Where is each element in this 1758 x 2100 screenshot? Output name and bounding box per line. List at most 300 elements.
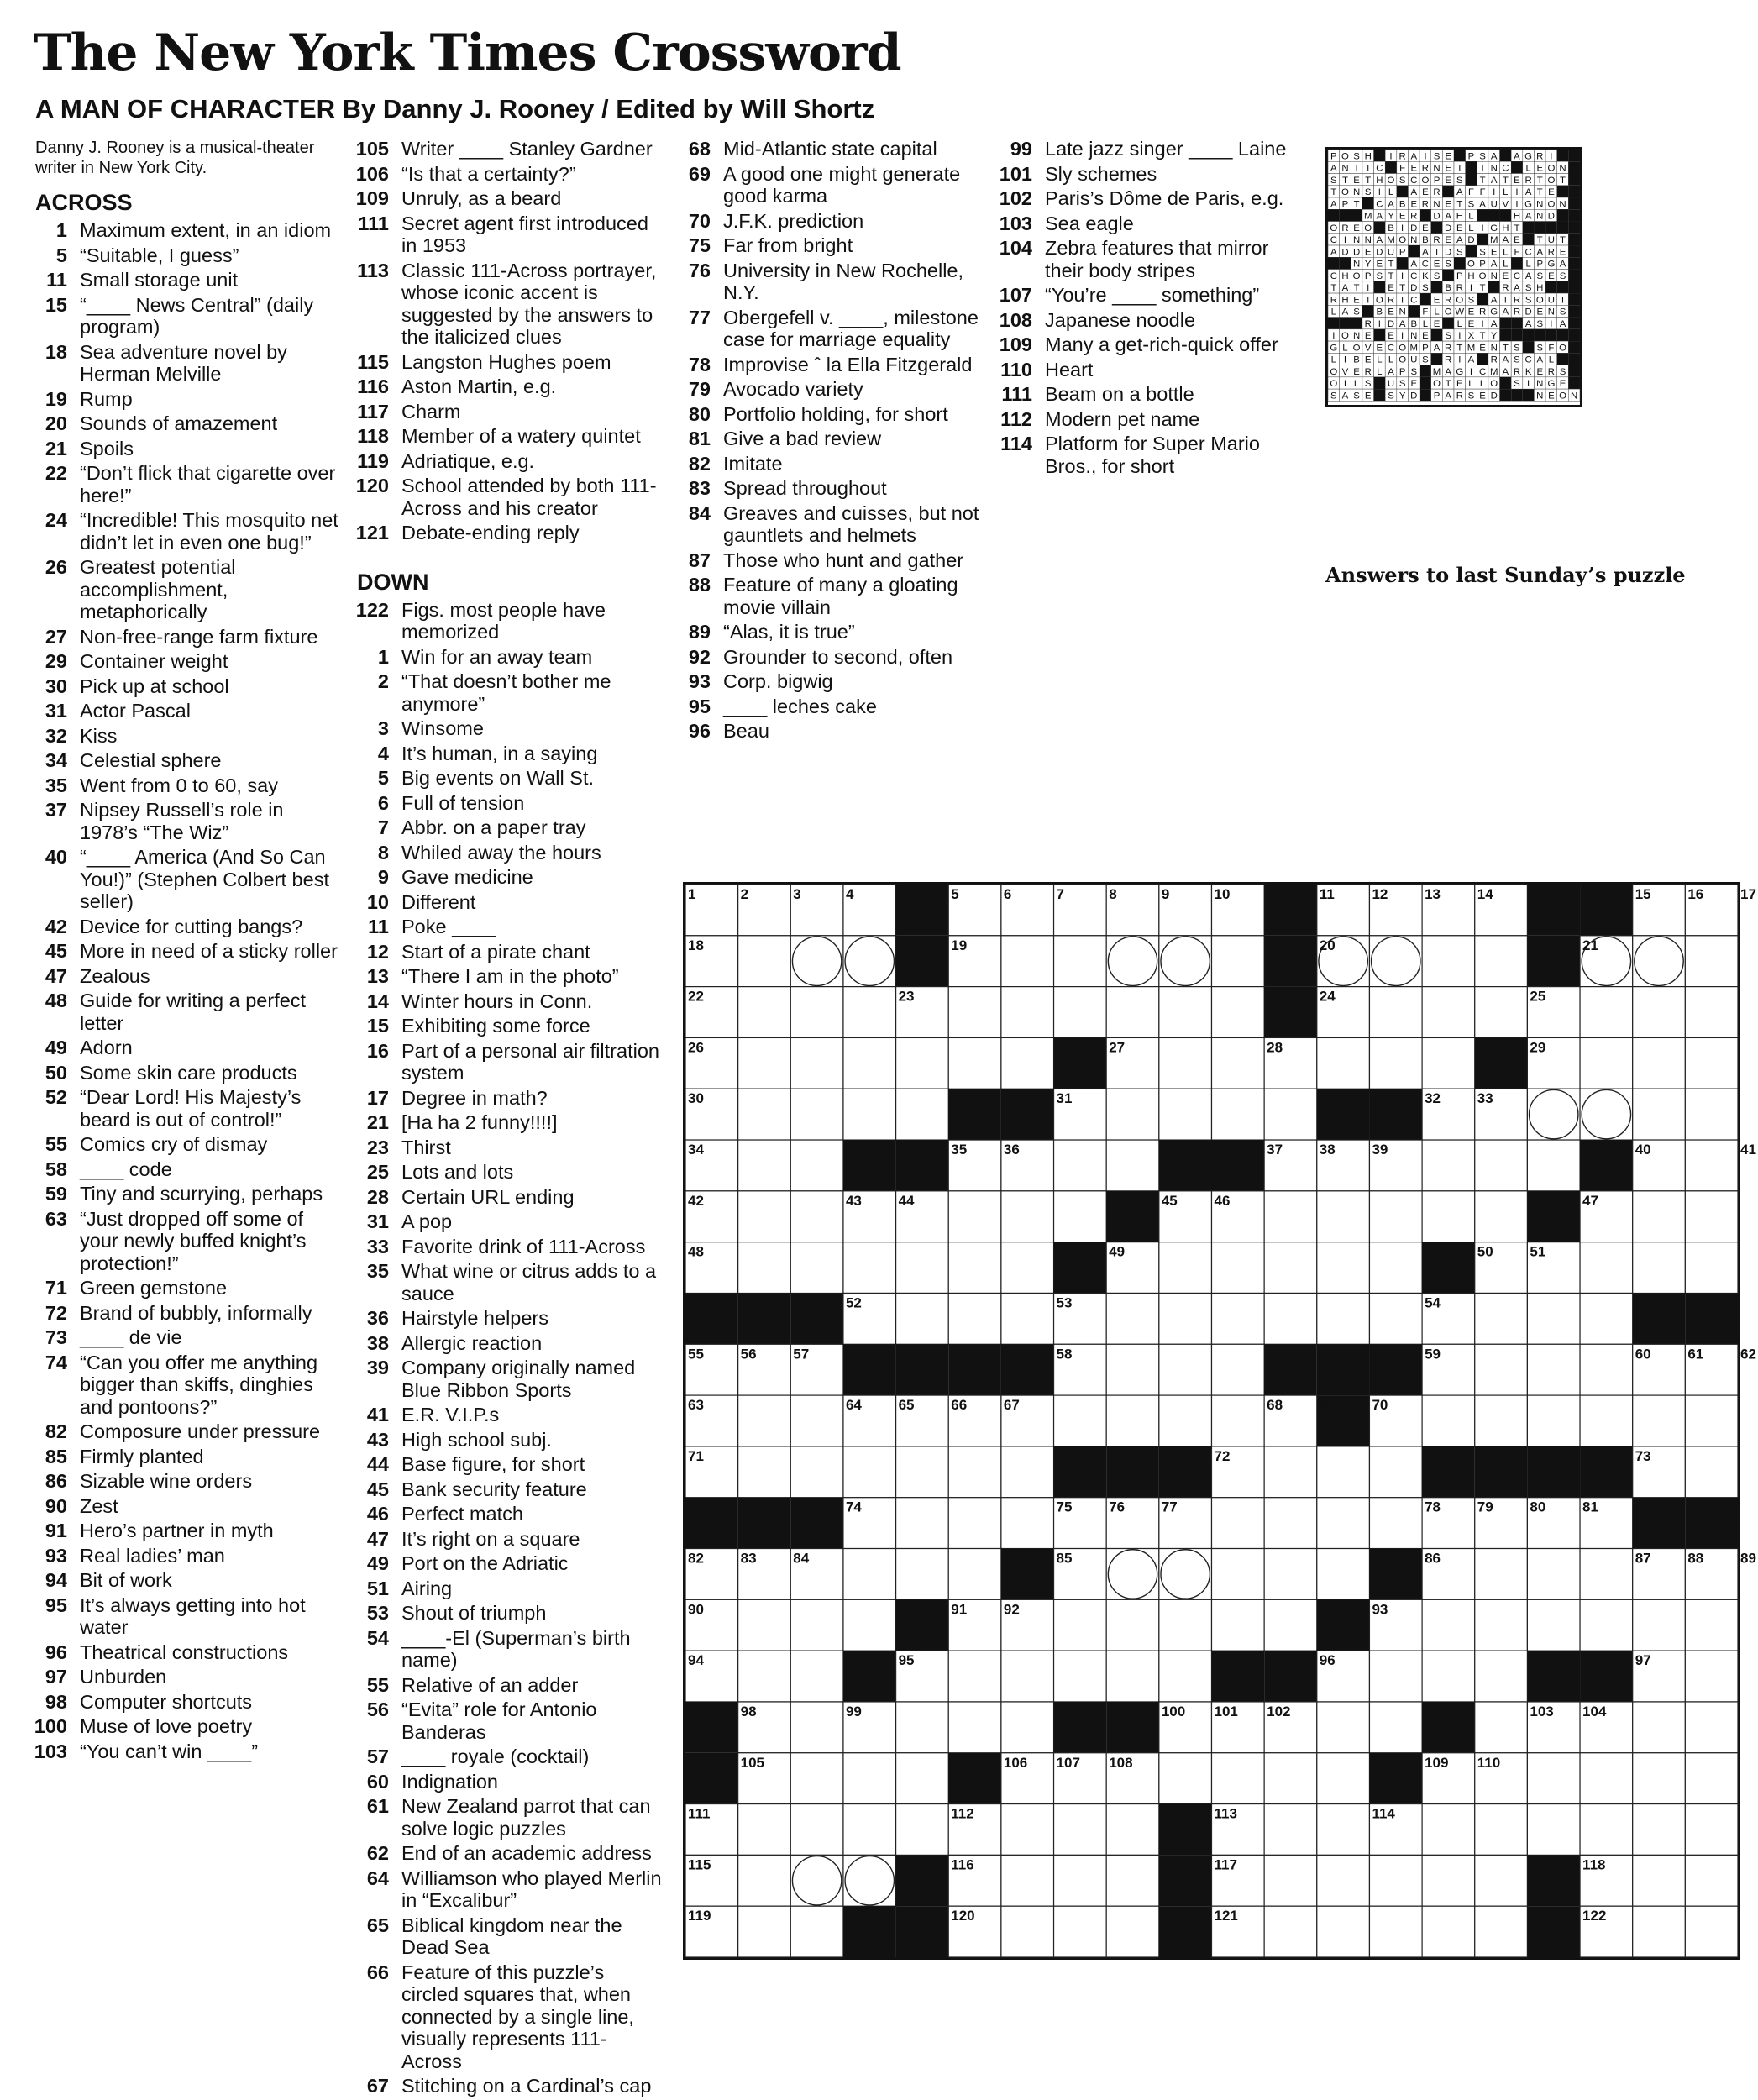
grid-cell[interactable] (896, 1804, 949, 1856)
grid-cell[interactable] (1685, 1855, 1738, 1906)
grid-cell[interactable] (1317, 1242, 1370, 1294)
grid-cell[interactable] (1475, 1395, 1528, 1446)
grid-cell[interactable] (1527, 1549, 1580, 1600)
grid-cell[interactable] (1264, 1804, 1317, 1856)
grid-cell[interactable] (1001, 1037, 1054, 1089)
grid-cell[interactable] (1212, 1599, 1265, 1651)
grid-cell[interactable] (1369, 1037, 1422, 1089)
grid-cell[interactable] (1633, 1395, 1686, 1446)
grid-cell[interactable] (1685, 1702, 1738, 1753)
clue-text: Actor Pascal (80, 700, 191, 722)
grid-cell[interactable] (1054, 1599, 1107, 1651)
grid-cell[interactable] (1369, 1651, 1422, 1702)
grid-cell[interactable] (1685, 1651, 1738, 1702)
grid-cell[interactable] (1369, 1293, 1422, 1344)
grid-cell[interactable] (790, 1191, 843, 1242)
cell-number: 62 (1740, 1346, 1756, 1362)
grid-cell[interactable] (1159, 1242, 1212, 1294)
grid-cell[interactable] (1369, 987, 1422, 1038)
grid-cell[interactable] (1633, 1242, 1686, 1294)
grid-cell[interactable] (1475, 1140, 1528, 1191)
grid-cell[interactable] (1317, 1549, 1370, 1600)
grid-cell[interactable] (1054, 1804, 1107, 1856)
grid-cell[interactable] (1369, 1446, 1422, 1498)
grid-cell[interactable] (1054, 1651, 1107, 1702)
grid-cell[interactable] (1317, 1753, 1370, 1804)
grid-cell[interactable] (1001, 936, 1054, 987)
grid-cell[interactable] (1106, 1599, 1159, 1651)
answer-letter: R (1513, 295, 1521, 306)
grid-cell[interactable] (1527, 1395, 1580, 1446)
grid-cell[interactable] (1106, 1549, 1159, 1600)
answer-letter: K (1422, 270, 1429, 281)
grid-cell[interactable] (790, 1906, 843, 1957)
grid-cell[interactable] (738, 1599, 791, 1651)
grid-cell[interactable] (1264, 1753, 1317, 1804)
cell-number: 73 (1635, 1447, 1651, 1464)
grid-cell[interactable] (1317, 1293, 1370, 1344)
grid-cell[interactable] (1633, 987, 1686, 1038)
clue-text: Zealous (80, 964, 150, 987)
grid-cell[interactable] (1106, 1906, 1159, 1957)
grid-cell[interactable] (1580, 1089, 1633, 1140)
grid-cell[interactable] (843, 1804, 896, 1856)
grid-cell[interactable] (948, 1549, 1001, 1600)
clue-item (677, 428, 988, 450)
grid-cell[interactable] (1264, 1446, 1317, 1498)
grid-cell[interactable] (738, 1191, 791, 1242)
answer-letter: A (1479, 199, 1486, 210)
grid-cell[interactable] (1106, 1140, 1159, 1191)
grid-cell[interactable] (1422, 1804, 1475, 1856)
grid-cell[interactable] (948, 987, 1001, 1038)
answer-letter: I (1343, 354, 1347, 365)
grid-cell[interactable] (948, 1191, 1001, 1242)
grid-cell[interactable] (1159, 1089, 1212, 1140)
grid-cell[interactable] (738, 1140, 791, 1191)
answer-letter: I (1550, 151, 1553, 162)
answer-block (1477, 209, 1488, 221)
grid-cell[interactable] (1001, 1855, 1054, 1906)
grid-cell[interactable] (738, 1906, 791, 1957)
answer-letter: N (1352, 259, 1361, 270)
answer-letter: P (1456, 270, 1463, 281)
grid-cell[interactable] (738, 1037, 791, 1089)
answer-block (1568, 174, 1580, 186)
grid-cell[interactable] (1001, 1293, 1054, 1344)
clue-number: 9 (377, 866, 389, 888)
grid-cell[interactable] (948, 1651, 1001, 1702)
grid-cell[interactable] (1475, 1549, 1528, 1600)
grid-cell[interactable] (1685, 1395, 1738, 1446)
grid-cell[interactable] (1317, 1855, 1370, 1906)
grid-cell[interactable] (1422, 1651, 1475, 1702)
grid-cell[interactable] (1054, 1906, 1107, 1957)
grid-cell[interactable] (1054, 1395, 1107, 1446)
grid-cell[interactable] (1685, 987, 1738, 1038)
grid-cell[interactable] (790, 1599, 843, 1651)
grid-cell[interactable] (1633, 1855, 1686, 1906)
grid-cell[interactable] (1422, 1395, 1475, 1446)
grid-cell[interactable] (790, 936, 843, 987)
grid-cell[interactable] (1264, 1906, 1317, 1957)
grid-cell[interactable] (948, 1242, 1001, 1294)
grid-cell[interactable] (1159, 1549, 1212, 1600)
answer-letter: U (1547, 295, 1556, 306)
grid-cell[interactable] (1685, 1906, 1738, 1957)
answer-letter: O (1352, 270, 1361, 281)
grid-cell[interactable] (1685, 1804, 1738, 1856)
grid-cell[interactable] (738, 1855, 791, 1906)
grid-cell[interactable] (790, 1037, 843, 1089)
grid-cell[interactable] (1369, 1702, 1422, 1753)
clue-item (355, 1552, 666, 1575)
grid-cell[interactable] (1475, 1906, 1528, 1957)
grid-cell[interactable] (790, 1140, 843, 1191)
grid-cell[interactable] (1580, 1395, 1633, 1446)
grid-cell[interactable] (1106, 987, 1159, 1038)
grid-cell[interactable] (1264, 1498, 1317, 1549)
grid-cell[interactable] (896, 1446, 949, 1498)
grid-cell[interactable] (1054, 987, 1107, 1038)
answer-block (1568, 329, 1580, 341)
grid-cell[interactable] (738, 1446, 791, 1498)
grid-cell[interactable] (896, 1753, 949, 1804)
answer-letter: Y (1399, 391, 1406, 402)
grid-cell[interactable] (948, 1293, 1001, 1344)
clue-number: 59 (45, 1183, 67, 1205)
grid-cell[interactable] (1264, 1855, 1317, 1906)
grid-cell[interactable] (1422, 1037, 1475, 1089)
grid-cell[interactable] (1475, 936, 1528, 987)
grid-cell[interactable] (1633, 1804, 1686, 1856)
grid-cell[interactable] (1159, 1599, 1212, 1651)
grid-cell[interactable] (1527, 1089, 1580, 1140)
answer-letter: U (1410, 354, 1418, 365)
grid-cell[interactable] (843, 1549, 896, 1600)
grid-cell[interactable] (1159, 1753, 1212, 1804)
answer-letter: O (1330, 223, 1338, 234)
answer-letter: O (1341, 151, 1349, 162)
grid-cell[interactable] (843, 1242, 896, 1294)
grid-cell[interactable] (790, 1651, 843, 1702)
clue-number: 20 (45, 412, 67, 434)
grid-cell[interactable] (1001, 1446, 1054, 1498)
grid-cell[interactable] (1106, 1395, 1159, 1446)
grid-cell[interactable] (738, 936, 791, 987)
grid-cell[interactable] (1580, 1599, 1633, 1651)
grid-cell[interactable] (1106, 1855, 1159, 1906)
grid-cell[interactable] (1633, 1906, 1686, 1957)
grid-cell[interactable] (1264, 1089, 1317, 1140)
grid-cell[interactable] (1159, 1651, 1212, 1702)
grid-cell[interactable] (1580, 1804, 1633, 1856)
grid-cell[interactable] (948, 1446, 1001, 1498)
grid-cell[interactable] (1212, 1293, 1265, 1344)
grid-cell[interactable] (790, 1702, 843, 1753)
grid-cell[interactable] (1527, 1344, 1580, 1395)
answer-letter: P (1433, 175, 1441, 186)
grid-cell[interactable] (1317, 1804, 1370, 1856)
grid-cell[interactable] (1106, 936, 1159, 987)
grid-cell[interactable] (1422, 987, 1475, 1038)
grid-cell[interactable] (1317, 1906, 1370, 1957)
grid-cell[interactable] (843, 1753, 896, 1804)
answer-letter: W (1455, 307, 1465, 318)
grid-cell[interactable] (1106, 1344, 1159, 1395)
grid-cell[interactable] (1475, 1344, 1528, 1395)
grid-cell[interactable] (1475, 987, 1528, 1038)
grid-cell[interactable] (1422, 1906, 1475, 1957)
answer-letter: E (1559, 379, 1566, 390)
grid-cell[interactable] (1212, 936, 1265, 987)
clue-number: 113 (357, 259, 389, 281)
grid-cell[interactable] (1054, 936, 1107, 987)
grid-cell[interactable] (738, 987, 791, 1038)
grid-cell[interactable] (1580, 1037, 1633, 1089)
grid-cell[interactable] (1212, 1344, 1265, 1395)
grid-cell[interactable] (1317, 1037, 1370, 1089)
grid-cell[interactable] (1159, 1037, 1212, 1089)
answer-letter: D (1376, 247, 1383, 258)
grid-cell[interactable] (1001, 1702, 1054, 1753)
grid-cell[interactable] (1317, 1191, 1370, 1242)
cell-number: 112 (951, 1805, 974, 1822)
grid-cell[interactable] (1685, 1191, 1738, 1242)
answer-letter: E (1467, 307, 1475, 318)
grid-cell[interactable] (896, 1037, 949, 1089)
answer-letter: D (1433, 211, 1441, 222)
grid-cell[interactable] (1264, 1599, 1317, 1651)
clue-item (34, 219, 344, 242)
grid-cell[interactable] (1369, 936, 1422, 987)
grid-cell[interactable] (1580, 1549, 1633, 1600)
grid-cell[interactable] (790, 1089, 843, 1140)
answer-letter: C (1410, 295, 1418, 306)
grid-cell[interactable] (948, 1498, 1001, 1549)
grid-cell[interactable] (738, 1804, 791, 1856)
grid-cell[interactable] (738, 1089, 791, 1140)
clue-text: Classic 111-Across portrayer, whose iconic accent is suggested by the answers to the italicized clues (401, 259, 657, 348)
grid-cell[interactable] (1264, 1191, 1317, 1242)
grid-cell[interactable] (1159, 1293, 1212, 1344)
grid-cell[interactable] (1527, 1804, 1580, 1856)
black-square (1159, 1140, 1212, 1191)
grid-cell[interactable] (1685, 1140, 1738, 1191)
grid-cell[interactable] (1001, 1498, 1054, 1549)
grid-cell[interactable] (738, 1651, 791, 1702)
answer-block (1397, 186, 1409, 197)
answer-letter: D (1410, 223, 1418, 234)
grid-cell[interactable] (843, 1089, 896, 1140)
grid-cell[interactable] (1054, 1855, 1107, 1906)
clue-text: Whiled away the hours (401, 841, 601, 864)
grid-cell[interactable] (896, 1498, 949, 1549)
grid-cell[interactable] (790, 1753, 843, 1804)
answer-letter: N (1490, 270, 1498, 281)
grid-cell[interactable] (843, 1599, 896, 1651)
grid-cell[interactable] (1527, 1753, 1580, 1804)
grid-cell[interactable] (1633, 1702, 1686, 1753)
grid-cell[interactable] (1054, 1140, 1107, 1191)
grid-cell[interactable] (1212, 987, 1265, 1038)
cell-number: 81 (1582, 1499, 1598, 1515)
grid-cell[interactable] (1317, 1702, 1370, 1753)
answer-letter: I (1401, 270, 1404, 281)
grid-cell[interactable] (1685, 1242, 1738, 1294)
grid-cell[interactable] (896, 1293, 949, 1344)
answer-letter: P (1467, 151, 1475, 162)
grid-cell[interactable] (1106, 1651, 1159, 1702)
grid-cell[interactable] (1685, 936, 1738, 987)
answer-letter: E (1445, 151, 1451, 162)
grid-cell[interactable] (790, 1242, 843, 1294)
grid-cell[interactable] (1685, 1089, 1738, 1140)
black-square (738, 1293, 791, 1344)
grid-cell[interactable] (1106, 1804, 1159, 1856)
clue-item (34, 1133, 344, 1156)
grid-cell[interactable] (1212, 1498, 1265, 1549)
grid-cell[interactable] (1264, 1549, 1317, 1600)
grid-cell[interactable] (790, 1804, 843, 1856)
clue-number: 80 (688, 402, 711, 425)
grid-cell[interactable] (1369, 1855, 1422, 1906)
grid-cell[interactable] (948, 1037, 1001, 1089)
grid-cell[interactable] (1475, 1293, 1528, 1344)
grid-cell[interactable] (1106, 1089, 1159, 1140)
grid-cell[interactable] (1422, 1191, 1475, 1242)
grid-cell[interactable] (1212, 1037, 1265, 1089)
grid-cell[interactable] (1264, 1293, 1317, 1344)
grid-cell[interactable] (1369, 1906, 1422, 1957)
grid-cell[interactable] (1685, 1599, 1738, 1651)
grid-cell[interactable] (1527, 1599, 1580, 1651)
grid-cell[interactable] (1159, 936, 1212, 987)
cell-number: 26 (688, 1039, 704, 1056)
grid-cell[interactable] (896, 1702, 949, 1753)
grid-cell[interactable] (1422, 1140, 1475, 1191)
grid-cell[interactable] (896, 1242, 949, 1294)
answer-block (1408, 245, 1420, 257)
grid-cell[interactable] (1369, 1191, 1422, 1242)
grid-cell[interactable] (843, 1446, 896, 1498)
grid-cell[interactable] (1475, 1599, 1528, 1651)
grid-cell[interactable] (1475, 1804, 1528, 1856)
answer-letter: F (1548, 343, 1555, 354)
grid-cell[interactable] (1212, 1242, 1265, 1294)
grid-cell[interactable] (1633, 1191, 1686, 1242)
grid-cell[interactable] (1475, 1651, 1528, 1702)
grid-cell[interactable] (1054, 1191, 1107, 1242)
grid-cell[interactable] (1475, 1702, 1528, 1753)
grid-cell[interactable] (896, 1549, 949, 1600)
grid-cell[interactable] (1422, 1855, 1475, 1906)
grid-cell[interactable] (1422, 936, 1475, 987)
grid-cell[interactable] (1001, 1906, 1054, 1957)
black-square (1422, 1446, 1475, 1498)
clue-number: 30 (45, 675, 67, 697)
grid-cell[interactable] (1633, 936, 1686, 987)
crossword-grid-svg[interactable] (685, 885, 1756, 1957)
black-square (896, 936, 949, 987)
grid-cell[interactable] (1001, 1651, 1054, 1702)
grid-cell[interactable] (1001, 987, 1054, 1038)
grid-cell[interactable] (1001, 1242, 1054, 1294)
clue-item (355, 941, 666, 963)
grid-cell[interactable] (896, 1089, 949, 1140)
grid-cell[interactable] (1580, 1242, 1633, 1294)
grid-cell[interactable] (1633, 1089, 1686, 1140)
grid-cell[interactable] (1106, 1293, 1159, 1344)
grid-cell[interactable] (1317, 1498, 1370, 1549)
grid-cell[interactable] (1159, 1395, 1212, 1446)
grid-cell[interactable] (948, 1702, 1001, 1753)
answer-block (1568, 234, 1580, 245)
crossword-grid[interactable] (683, 882, 1756, 1960)
grid-cell[interactable] (1527, 1293, 1580, 1344)
grid-cell[interactable] (790, 1395, 843, 1446)
grid-cell[interactable] (1159, 1344, 1212, 1395)
grid-cell[interactable] (1317, 1446, 1370, 1498)
grid-cell[interactable] (843, 987, 896, 1038)
grid-cell[interactable] (1475, 1855, 1528, 1906)
answer-letter: N (1536, 211, 1544, 222)
clue-text: “There I am in the photo” (401, 965, 619, 987)
grid-cell[interactable] (1212, 1549, 1265, 1600)
grid-cell[interactable] (1264, 1242, 1317, 1294)
grid-cell[interactable] (1633, 1037, 1686, 1089)
grid-cell[interactable] (738, 1395, 791, 1446)
grid-cell[interactable] (1580, 1293, 1633, 1344)
grid-cell[interactable] (1212, 1089, 1265, 1140)
grid-cell[interactable] (1685, 1037, 1738, 1089)
cell-number: 84 (793, 1550, 810, 1567)
grid-cell[interactable] (1633, 1753, 1686, 1804)
grid-cell[interactable] (790, 1855, 843, 1906)
clue-number: 47 (366, 1527, 389, 1550)
grid-cell[interactable] (1527, 1140, 1580, 1191)
grid-cell[interactable] (1475, 1191, 1528, 1242)
grid-cell[interactable] (843, 936, 896, 987)
grid-cell[interactable] (1685, 1753, 1738, 1804)
grid-cell[interactable] (1422, 1599, 1475, 1651)
clue-text: Zest (80, 1494, 118, 1517)
grid-cell[interactable] (1001, 1804, 1054, 1856)
answer-letter: E (1445, 199, 1451, 210)
answer-letter: S (1399, 175, 1406, 186)
grid-cell[interactable] (1001, 1191, 1054, 1242)
grid-cell[interactable] (843, 1037, 896, 1089)
clue-number: 52 (45, 1086, 67, 1108)
clue-number: 78 (688, 353, 711, 375)
grid-cell[interactable] (1633, 1599, 1686, 1651)
grid-cell[interactable] (1159, 987, 1212, 1038)
grid-cell[interactable] (1580, 1753, 1633, 1804)
grid-cell[interactable] (790, 1446, 843, 1498)
grid-cell[interactable] (1580, 987, 1633, 1038)
grid-cell[interactable] (1212, 1395, 1265, 1446)
answer-letter: I (1469, 366, 1473, 377)
grid-cell[interactable] (1212, 1753, 1265, 1804)
grid-cell[interactable] (1369, 1498, 1422, 1549)
grid-cell[interactable] (843, 1855, 896, 1906)
cell-number: 48 (688, 1243, 704, 1260)
grid-cell[interactable] (1580, 1344, 1633, 1395)
grid-cell[interactable] (790, 987, 843, 1038)
grid-cell[interactable] (1369, 1242, 1422, 1294)
grid-cell[interactable] (738, 1242, 791, 1294)
grid-cell[interactable] (1685, 1446, 1738, 1498)
